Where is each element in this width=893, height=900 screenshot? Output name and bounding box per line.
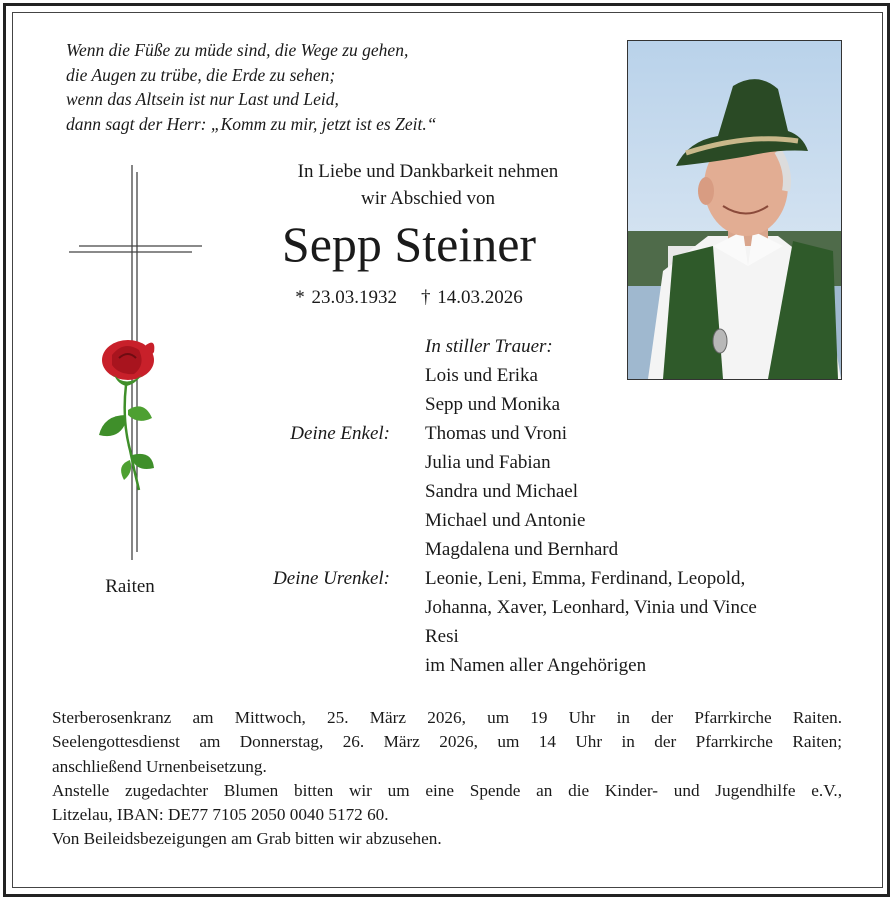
grandchildren-label: Deine Enkel: [290,423,390,444]
list-item: Lois und Erika [425,365,538,386]
death-date: † 14.03.2026 [421,287,523,308]
footer-line: anschließend Urnenbeisetzung. [52,756,267,776]
list-item: Thomas und Vroni [425,423,568,444]
great-grandchildren-label: Deine Urenkel: [273,568,390,589]
footer-line: Anstelle zugedachter Blumen bitten wir um eine Spende an die Kinder- und Jugendhilfe e.V., [52,780,842,800]
place-name: Raiten [105,576,155,597]
footer-line: Seelengottesdienst am Donnerstag, 26. März 2026, um 14 Uhr in der Pfarrkirche Raiten; [52,732,842,752]
footer-line: Sterberosenkranz am Mittwoch, 25. März 2026, um 19 Uhr in der Pfarrkirche Raiten. [52,708,842,727]
mourning-heading: In stiller Trauer: [425,336,553,357]
rose-icon [99,340,154,490]
list-item: Michael und Antonie [425,510,586,531]
list-item: Sandra und Michael [425,481,579,502]
intro-line: wir Abschied von [360,188,496,209]
poem-line: die Augen zu trübe, die Erde zu sehen; [66,64,336,85]
portrait-image [628,41,841,379]
poem [66,38,436,136]
list-item: Julia und Fabian [425,452,551,473]
list-item: Magdalena und Bernhard [425,539,619,560]
list-item: Resi [425,626,459,647]
list-item: im Namen aller Angehörigen [425,655,647,676]
poem-line: wenn das Altsein ist nur Last und Leid, [66,89,339,109]
list-item: Sepp und Monika [425,394,561,415]
portrait-photo [627,40,842,380]
intro-text [228,158,628,212]
intro-line: In Liebe und Dankbarkeit nehmen [297,161,559,182]
life-dates [200,287,618,309]
footer-line: Von Beileidsbezeigungen am Grab bitten wir abzusehen. [52,829,442,849]
deceased-name: Sepp Steiner [281,216,537,272]
footer-line: Litzelau, IBAN: DE77 7105 2050 0040 5172 60. [52,805,389,825]
poem-line: Wenn die Füße zu müde sind, die Wege zu gehen, [66,40,409,60]
list-item: Johanna, Xaver, Leonhard, Vinia und Vince [425,597,757,618]
cross-icon [64,160,209,565]
poem-line: dann sagt der Herr: „Komm zu mir, jetzt ist es Zeit.“ [66,113,437,134]
list-item: Leonie, Leni, Emma, Ferdinand, Leopold, [425,568,746,589]
service-details [52,706,842,852]
birth-date: * 23.03.1932 [295,287,397,308]
